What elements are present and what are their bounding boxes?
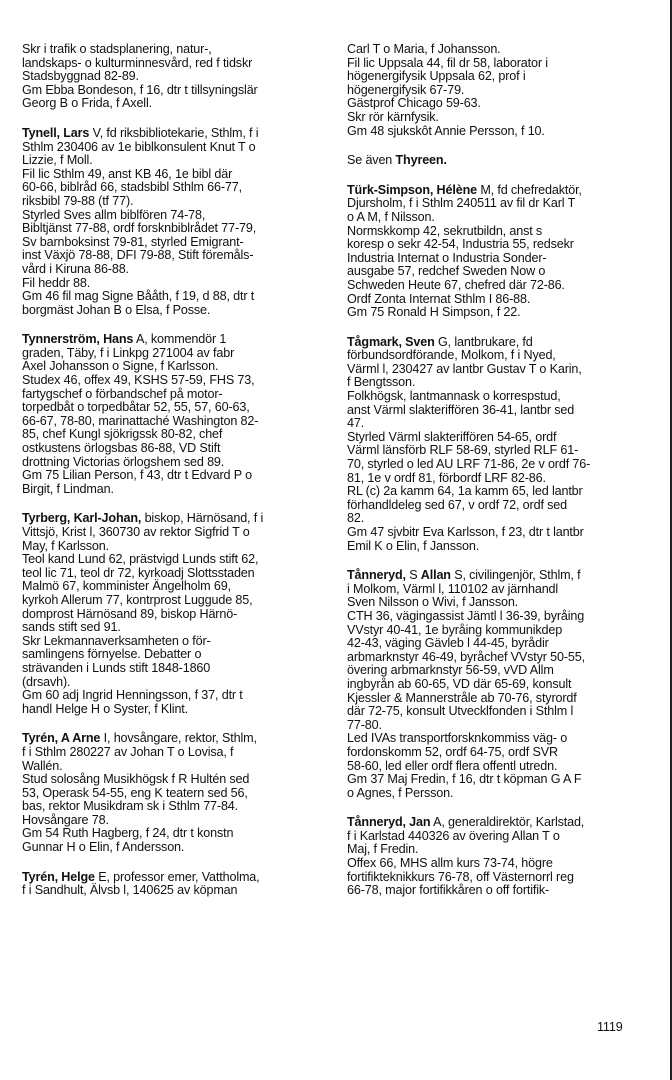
entry-line: koresp o sekr 42-54, Industria 55, redsekr bbox=[347, 237, 574, 252]
entry-line: Gästprof Chicago 59-63. bbox=[347, 96, 481, 111]
entry-line: högenergifysik Uppsala 62, prof i bbox=[347, 69, 526, 84]
entry-line: Gm 75 Lilian Person, f 43, dtr t Edvard P o bbox=[22, 468, 252, 483]
entry-line: teol lic 71, teol dr 72, kyrkoadj Slottsstaden bbox=[22, 565, 255, 580]
entry-line: Gm 54 Ruth Hagberg, f 24, dtr t konstn bbox=[22, 826, 234, 841]
entry-se-aven bbox=[347, 154, 647, 168]
entry-line bbox=[347, 184, 647, 198]
entry-line bbox=[22, 127, 322, 141]
entry-line: Gm 37 Maj Fredin, f 16, dtr t köpman G A F bbox=[347, 772, 582, 787]
entry-line: Malmö 67, komminister Ängelholm 69, bbox=[22, 579, 231, 594]
entry-tynnerstrom-hans bbox=[22, 333, 322, 496]
entry-line: Lizzie, f Moll. bbox=[22, 153, 93, 168]
entry-turk-simpson bbox=[347, 184, 647, 320]
entry-tyren-arne bbox=[22, 732, 322, 854]
entry-tanneryd-jan bbox=[347, 816, 647, 898]
entry-name: Tyrén, A Arne bbox=[22, 731, 101, 746]
entry-name: Tynell, Lars bbox=[22, 125, 90, 140]
entry-line: i Molkom, Värml l, 110102 av järnhandl bbox=[347, 581, 559, 596]
entry-line: anst Värml slakteriffören 36-41, lantbr sed bbox=[347, 402, 575, 417]
entry-line: Bibltjänst 77-88, ordf forsknbiblrådet 77-79, bbox=[22, 221, 257, 236]
entry-line: handl Helge H o Syster, f Klint. bbox=[22, 701, 189, 716]
entry-line: Fil heddr 88. bbox=[22, 275, 91, 290]
entry-line: Ordf Zonta Internat Sthlm I 86-88. bbox=[347, 291, 531, 306]
entry-name: Tyrén, Helge bbox=[22, 869, 95, 884]
entry-skr-fragment bbox=[22, 43, 322, 111]
entry-text: V, fd riksbibliotekarie, Sthlm, f i bbox=[89, 125, 259, 140]
entry-line: Carl T o Maria, f Johansson. bbox=[347, 42, 501, 56]
entry-line: Skr Lekmannaverksamheten o för- bbox=[22, 633, 211, 648]
entry-line: arbmarknstyr 46-49, byråchef VVstyr 50-55, bbox=[347, 649, 585, 664]
entry-line bbox=[22, 732, 322, 746]
entry-line: 81, 1e v ordf 81, förbordf LRF 82-86. bbox=[347, 470, 546, 485]
entry-line: Normskkomp 42, sekrutbildn, anst s bbox=[347, 223, 543, 238]
entry-line: Kjessler & Mannerstråle ab 70-76, styrordf bbox=[347, 690, 577, 705]
entry-line: Stud solosång Musikhögsk f R Hultén sed bbox=[22, 772, 250, 787]
entry-line: f i Karlstad 440326 av övering Allan T o bbox=[347, 828, 560, 843]
entry-line: CTH 36, vägingassist Jämtl l 36-39, byråing bbox=[347, 608, 585, 623]
entry-line: Gm 47 sjvbitr Eva Karlsson, f 23, dtr t lantbr bbox=[347, 525, 584, 539]
entry-line: Gm 60 adj Ingrid Henningsson, f 37, dtr t bbox=[22, 688, 243, 703]
entry-line bbox=[347, 154, 647, 168]
entry-line: samlingens förnyelse. Debatter o bbox=[22, 647, 202, 662]
entry-given-name: Allan bbox=[420, 568, 451, 583]
entry-tyren-helge-continued bbox=[347, 43, 647, 138]
entry-tynell-lars bbox=[22, 127, 322, 317]
entry-tagmark-sven bbox=[347, 336, 647, 554]
entry-text: S bbox=[405, 568, 421, 583]
entry-line: 85, chef Kungl sjökrigssk 80-82, chef bbox=[22, 427, 223, 442]
entry-line bbox=[22, 512, 322, 526]
entry-line: f Bengtsson. bbox=[347, 375, 416, 390]
entry-line: Industria Internat o Industria Sonder- bbox=[347, 250, 547, 265]
entry-line: o A M, f Nilsson. bbox=[347, 209, 435, 224]
entry-line: övering arbmarknstyr 56-59, vVD Allm bbox=[347, 663, 554, 678]
entry-line: Värml l, 230427 av lantbr Gustav T o Karin, bbox=[347, 361, 582, 376]
entry-line: 70, styrled o led AU LRF 71-86, 2e v ordf 76- bbox=[347, 457, 591, 472]
entry-line: Georg B o Frida, f Axell. bbox=[22, 96, 152, 111]
entry-line: Hovsångare 78. bbox=[22, 812, 109, 827]
entry-line: där 72-75, konsult Utvecklfonden i Sthlm l bbox=[347, 704, 574, 719]
entry-line: Gm Ebba Bondeson, f 16, dtr t tillsyningslär bbox=[22, 82, 258, 97]
entry-line: ausgabe 57, redchef Sweden Now o bbox=[347, 264, 546, 279]
entry-name: Tånneryd, Jan bbox=[347, 815, 431, 830]
entry-line: Värml länsförb RLF 58-69, styrled RLF 61- bbox=[347, 443, 579, 458]
entry-line: Emil K o Elin, f Jansson. bbox=[347, 538, 480, 553]
entry-text: M, fd chefredaktör, bbox=[476, 182, 582, 197]
entry-line: borgmäst Johan B o Elsa, f Posse. bbox=[22, 302, 211, 317]
entry-line: Sthlm 230406 av 1e biblkonsulent Knut T o bbox=[22, 139, 256, 154]
entry-line: högenergifysik 67-79. bbox=[347, 82, 465, 97]
entry-line: bas, rektor Musikdram sk i Sthlm 77-84. bbox=[22, 799, 239, 814]
entry-text: G, lantbrukare, fd bbox=[434, 334, 533, 349]
entry-line: Vittsjö, Krist l, 360730 av rektor Sigfrid T o bbox=[22, 525, 250, 539]
entry-line: ingbyrån ab 60-65, VD där 65-69, konsult bbox=[347, 676, 572, 691]
entry-line: kyrkoh Allerum 77, kontrprost Luggude 85, bbox=[22, 592, 253, 607]
entry-line: 77-80. bbox=[347, 717, 382, 732]
entry-line bbox=[347, 816, 647, 830]
entry-line: vård i Kiruna 86-88. bbox=[22, 261, 129, 276]
entry-line: Teol kand Lund 62, prästvigd Lunds stift 62, bbox=[22, 552, 259, 567]
entry-line: 42-43, väging Gävleb l 44-45, byrådir bbox=[347, 636, 549, 651]
entry-line: Sven Nilsson o Wivi, f Jansson. bbox=[347, 595, 519, 610]
entry-name: Tånneryd, bbox=[347, 568, 406, 583]
entry-line: fordonskomm 52, ordf 64-75, ordf SVR bbox=[347, 744, 558, 759]
entry-line: förhandldeleg sed 67, v ordf 72, ordf sed bbox=[347, 497, 567, 512]
entry-line: Stadsbyggnad 82-89. bbox=[22, 69, 139, 84]
entry-text: E, professor emer, Vattholma, bbox=[94, 869, 260, 884]
entry-line: Gunnar H o Elin, f Andersson. bbox=[22, 840, 185, 855]
entry-line: Schweden Heute 67, chefred där 72-86. bbox=[347, 277, 565, 292]
entry-name: Tågmark, Sven bbox=[347, 334, 435, 349]
entry-line: o Agnes, f Persson. bbox=[347, 785, 454, 800]
entry-line: Wallén. bbox=[22, 758, 63, 773]
entry-line: graden, Täby, f i Linkpg 271004 av fabr bbox=[22, 345, 235, 360]
entry-line: May, f Karlsson. bbox=[22, 538, 109, 553]
entry-line bbox=[22, 333, 322, 347]
entry-line: Styrled Värml slakteriffören 54-65, ordf bbox=[347, 429, 557, 444]
entry-line bbox=[347, 336, 647, 350]
entry-line: Styrled Sves allm biblfören 74-78, bbox=[22, 207, 206, 222]
entry-line: Axel Johansson o Signe, f Karlsson. bbox=[22, 359, 219, 374]
entry-line: Skr i trafik o stadsplanering, natur-, bbox=[22, 42, 212, 56]
page-number: 1119 bbox=[597, 1020, 623, 1034]
entry-line: Fil lic Sthlm 49, anst KB 46, 1e bibl där bbox=[22, 166, 233, 181]
entry-line: fartygschef o förbandschef på motor- bbox=[22, 386, 223, 401]
entry-line: förbundsordförande, Molkom, f i Nyed, bbox=[347, 348, 556, 363]
entry-name: Tyrberg, Karl-Johan, bbox=[22, 511, 142, 526]
entry-tyrberg-karl-johan bbox=[22, 512, 322, 716]
entry-line: strävanden i Lunds stift 1848-1860 bbox=[22, 660, 211, 675]
entry-line: Gm 75 Ronald H Simpson, f 22. bbox=[347, 305, 521, 320]
cross-reference-name: Thyreen. bbox=[395, 153, 447, 168]
entry-line: Gm 48 sjukskôt Annie Persson, f 10. bbox=[347, 123, 545, 138]
entry-text: A, generaldirektör, Karlstad, bbox=[430, 815, 585, 830]
entry-line: landskaps- o kulturminnesvård, red f tidskr bbox=[22, 55, 253, 70]
entry-line: 60-66, biblråd 66, stadsbibl Sthlm 66-77, bbox=[22, 180, 242, 195]
entry-line: f i Sandhult, Älvsb l, 140625 av köpman bbox=[22, 883, 238, 898]
entry-line: VVstyr 40-41, 1e byråing kommunikdep bbox=[347, 622, 563, 637]
entry-line: Maj, f Fredin. bbox=[347, 842, 419, 857]
entry-tanneryd-allan bbox=[347, 569, 647, 800]
entry-line bbox=[347, 569, 647, 583]
entry-line bbox=[22, 871, 322, 885]
entry-line: torpedbåt o torpedbåtar 52, 55, 57, 60-63, bbox=[22, 400, 250, 415]
entry-line: Gm 46 fil mag Signe Bååth, f 19, d 88, dtr t bbox=[22, 289, 255, 304]
entry-line: inst Växjö 78-88, DFI 79-88, Stift föremåls- bbox=[22, 248, 254, 263]
entry-line: 53, Operask 54-55, eng K teatern sed 56, bbox=[22, 785, 248, 800]
entry-text: biskop, Härnösand, f i bbox=[141, 511, 264, 526]
entry-name: Tynnerström, Hans bbox=[22, 332, 134, 347]
entry-text: A, kommendör 1 bbox=[133, 332, 227, 347]
entry-line: Studex 46, offex 49, KSHS 57-59, FHS 73, bbox=[22, 373, 255, 388]
entry-line: 82. bbox=[347, 511, 365, 526]
entry-line: ostkustens örlogsbas 86-88, VD Stift bbox=[22, 441, 221, 456]
entry-line: domprost Härnösand 89, biskop Härnö- bbox=[22, 606, 238, 621]
entry-line: drottning Victorias örlogshem sed 89. bbox=[22, 454, 225, 469]
entry-line: Birgit, f Lindman. bbox=[22, 481, 114, 496]
entry-line: 66-78, major fortifikkåren o off fortifik- bbox=[347, 883, 550, 898]
entry-line: Djursholm, f i Sthlm 240511 av fil dr Karl T bbox=[347, 196, 576, 211]
entry-line: Skr rör kärnfysik. bbox=[347, 109, 439, 124]
entry-line: 47. bbox=[347, 416, 365, 431]
entry-line: (drsavh). bbox=[22, 674, 71, 689]
entry-line: Offex 66, MHS allm kurs 73-74, högre bbox=[347, 856, 553, 871]
left-column bbox=[22, 43, 322, 914]
entry-line: fortifikteknikkurs 76-78, off Västernorrl reg bbox=[347, 869, 574, 884]
entry-line: Folkhögsk, lantmannask o korrespstud, bbox=[347, 389, 561, 404]
entry-line: 66-67, 78-80, marinattaché Washington 82- bbox=[22, 413, 259, 428]
entry-line: 58-60, led eller ordf flera offentl utredn. bbox=[347, 758, 558, 773]
entry-line: RL (c) 2a kamm 64, 1a kamm 65, led lantbr bbox=[347, 484, 583, 499]
entry-line: f i Sthlm 280227 av Johan T o Lovisa, f bbox=[22, 744, 234, 759]
entry-line: Led IVAs transportforsknkommiss väg- o bbox=[347, 731, 568, 746]
right-column bbox=[347, 43, 647, 914]
entry-line: Fil lic Uppsala 44, fil dr 58, laborator i bbox=[347, 55, 548, 70]
entry-text: I, hovsångare, rektor, Sthlm, bbox=[100, 731, 257, 746]
entry-line: riksbibl 79-88 (tf 77). bbox=[22, 193, 134, 208]
entry-line: Sv barnboksinst 79-81, styrled Emigrant- bbox=[22, 234, 244, 249]
entry-text: S, civilingenjör, Sthlm, f bbox=[450, 568, 581, 583]
entry-tyren-helge bbox=[22, 871, 322, 898]
entry-name: Türk-Simpson, Hélène bbox=[347, 182, 477, 197]
entry-line: sands stift sed 91. bbox=[22, 620, 121, 635]
cross-reference-text: Se även bbox=[347, 153, 396, 168]
